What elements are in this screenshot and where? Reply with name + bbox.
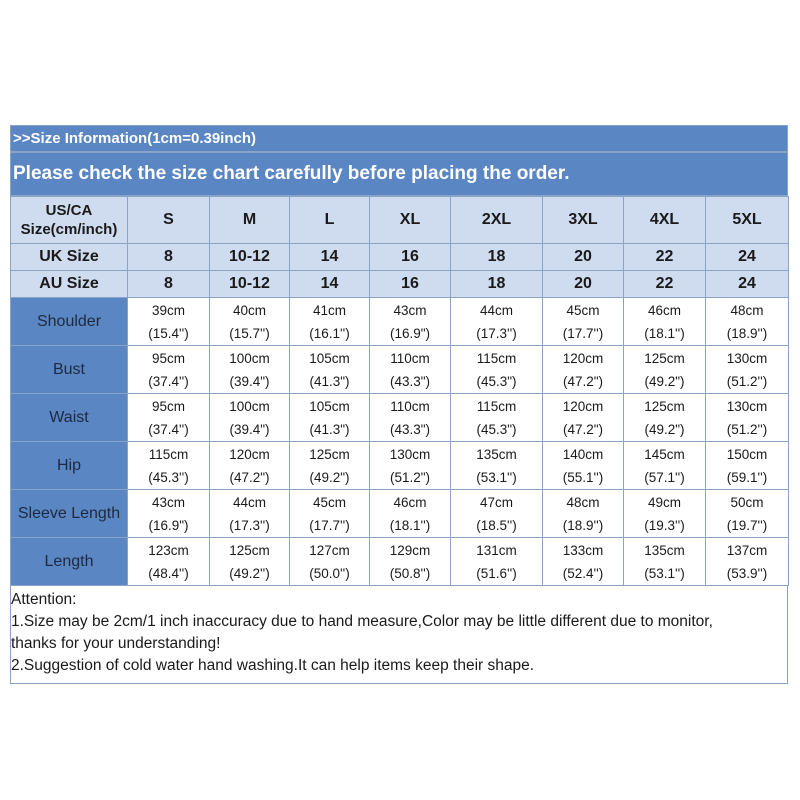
measurement-cell xyxy=(210,394,290,442)
us-size-cell: S xyxy=(128,197,210,244)
measurement-cell xyxy=(706,490,789,538)
cm-value: 110cm xyxy=(390,350,430,366)
warning-banner: Please check the size chart carefully before placing the order. xyxy=(10,152,788,196)
inch-value: (17.3'') xyxy=(476,325,517,341)
measurement-cell xyxy=(128,346,210,394)
cm-value: 46cm xyxy=(393,494,427,510)
inch-value: (49.2") xyxy=(644,421,685,437)
measurement-row xyxy=(11,346,789,394)
measurement-cell xyxy=(451,298,543,346)
cm-value: 135cm xyxy=(476,446,517,462)
measurement-label: Sleeve Length xyxy=(11,490,128,538)
cm-value: 129cm xyxy=(389,542,431,558)
uk-size-row xyxy=(11,244,789,271)
cm-value: 110cm xyxy=(390,398,430,414)
cm-value: 44cm xyxy=(479,302,513,318)
inch-value: (43.3") xyxy=(389,421,431,437)
us-size-label: US/CA Size(cm/inch) xyxy=(11,197,128,244)
size-chart xyxy=(10,125,788,684)
measurement-label: Shoulder xyxy=(11,298,128,346)
measurement-cell xyxy=(290,442,370,490)
measurement-cell xyxy=(290,394,370,442)
cm-value: 115cm xyxy=(476,398,517,414)
us-size-cell: 2XL xyxy=(451,197,543,244)
measurement-cell xyxy=(624,442,706,490)
cm-value: 100cm xyxy=(229,350,270,366)
measurement-cell xyxy=(370,538,451,586)
measurement-cell xyxy=(370,442,451,490)
inch-value: (48.4'') xyxy=(148,565,189,581)
cm-value: 43cm xyxy=(393,302,427,318)
cm-value: 131cm xyxy=(476,542,517,558)
cm-value: 145cm xyxy=(644,446,685,462)
inch-value: (18.9'') xyxy=(726,325,768,341)
cm-value: 150cm xyxy=(726,446,768,462)
us-size-cell: L xyxy=(290,197,370,244)
measurement-cell xyxy=(128,490,210,538)
au-size-cell: 10-12 xyxy=(210,271,290,298)
note-line-1: 1.Size may be 2cm/1 inch inaccuracy due to hand measure,Color may be little different due to monitor, xyxy=(11,613,713,630)
au-size-row xyxy=(11,271,789,298)
measurement-cell xyxy=(706,394,789,442)
measurement-cell xyxy=(290,298,370,346)
inch-value: (45.3'') xyxy=(148,469,189,485)
cm-value: 45cm xyxy=(566,302,600,318)
inch-value: (49.2") xyxy=(644,373,685,389)
us-size-row xyxy=(11,197,789,244)
cm-value: 125cm xyxy=(644,398,685,414)
inch-value: (18.1'') xyxy=(644,325,685,341)
uk-size-cell: 10-12 xyxy=(210,244,290,271)
measurement-cell xyxy=(543,346,624,394)
cm-value: 127cm xyxy=(309,542,350,558)
au-size-cell: 22 xyxy=(624,271,706,298)
uk-size-cell: 24 xyxy=(706,244,789,271)
inch-value: (51.2'') xyxy=(726,373,768,389)
au-size-cell: 24 xyxy=(706,271,789,298)
measurement-cell xyxy=(624,346,706,394)
inch-value: (55.1'') xyxy=(562,469,604,485)
measurement-cell xyxy=(210,490,290,538)
cm-value: 47cm xyxy=(479,494,513,510)
au-size-cell: 18 xyxy=(451,271,543,298)
measurement-label: Hip xyxy=(11,442,128,490)
inch-value: (17.7'') xyxy=(562,325,604,341)
measurement-cell xyxy=(624,394,706,442)
cm-value: 41cm xyxy=(312,302,346,318)
cm-value: 95cm xyxy=(151,350,185,366)
inch-value: (53.1'') xyxy=(476,469,517,485)
inch-value: (50.8'') xyxy=(389,565,431,581)
measurement-cell xyxy=(370,346,451,394)
inch-value: (16.1'') xyxy=(309,325,350,341)
inch-value: (53.1'') xyxy=(644,565,685,581)
measurement-cell xyxy=(370,298,451,346)
measurement-cell xyxy=(543,538,624,586)
measurement-cell xyxy=(624,298,706,346)
measurement-label: Bust xyxy=(11,346,128,394)
measurement-cell xyxy=(451,442,543,490)
inch-value: (59.1'') xyxy=(726,469,768,485)
size-table xyxy=(10,196,789,586)
cm-value: 125cm xyxy=(229,542,270,558)
attention-notes xyxy=(10,586,788,684)
measurement-cell xyxy=(543,298,624,346)
cm-value: 137cm xyxy=(726,542,768,558)
measurement-row xyxy=(11,442,789,490)
cm-value: 120cm xyxy=(562,398,604,414)
measurement-cell xyxy=(451,538,543,586)
cm-value: 120cm xyxy=(562,350,604,366)
cm-value: 125cm xyxy=(309,446,350,462)
measurement-cell xyxy=(370,490,451,538)
measurement-row xyxy=(11,490,789,538)
inch-value: (15.7'') xyxy=(229,325,270,341)
cm-value: 120cm xyxy=(229,446,270,462)
uk-size-label: UK Size xyxy=(11,244,128,271)
inch-value: (39.4") xyxy=(229,373,270,389)
measurement-cell xyxy=(128,442,210,490)
cm-value: 39cm xyxy=(151,302,185,318)
cm-value: 50cm xyxy=(730,494,764,510)
cm-value: 44cm xyxy=(232,494,266,510)
cm-value: 123cm xyxy=(148,542,189,558)
cm-value: 46cm xyxy=(647,302,681,318)
inch-value: (51.2") xyxy=(389,469,431,485)
measurement-cell xyxy=(290,538,370,586)
cm-value: 48cm xyxy=(566,494,600,510)
note-line-1b: thanks for your understanding! xyxy=(11,635,221,652)
inch-value: (53.9'') xyxy=(726,565,768,581)
cm-value: 135cm xyxy=(644,542,685,558)
inch-value: (52.4'') xyxy=(562,565,604,581)
measurement-cell xyxy=(451,394,543,442)
measurement-row xyxy=(11,298,789,346)
inch-value: (39.4") xyxy=(229,421,270,437)
inch-value: (45.3") xyxy=(476,373,517,389)
uk-size-cell: 22 xyxy=(624,244,706,271)
measurement-cell xyxy=(706,346,789,394)
cm-value: 95cm xyxy=(151,398,185,414)
measurement-cell xyxy=(543,394,624,442)
cm-value: 105cm xyxy=(309,350,350,366)
us-size-cell: M xyxy=(210,197,290,244)
measurement-cell xyxy=(624,538,706,586)
measurement-cell xyxy=(370,394,451,442)
inch-value: (50.0'') xyxy=(309,565,350,581)
uk-size-cell: 16 xyxy=(370,244,451,271)
inch-value: (47.2") xyxy=(562,373,604,389)
us-size-cell: 4XL xyxy=(624,197,706,244)
inch-value: (16.9") xyxy=(148,517,189,533)
inch-value: (16.9") xyxy=(389,325,431,341)
inch-value: (47.2") xyxy=(229,469,270,485)
inch-value: (19.7'') xyxy=(726,517,768,533)
measurement-cell xyxy=(624,490,706,538)
measurement-cell xyxy=(451,346,543,394)
size-info-banner: >>Size Information(1cm=0.39inch) xyxy=(10,125,788,152)
inch-value: (41.3") xyxy=(309,373,350,389)
au-size-cell: 8 xyxy=(128,271,210,298)
note-line-2: 2.Suggestion of cold water hand washing.It can help items keep their shape. xyxy=(11,657,535,674)
cm-value: 105cm xyxy=(309,398,350,414)
measurement-label: Length xyxy=(11,538,128,586)
au-size-cell: 14 xyxy=(290,271,370,298)
au-size-label: AU Size xyxy=(11,271,128,298)
inch-value: (15.4'') xyxy=(148,325,189,341)
measurement-cell xyxy=(210,442,290,490)
inch-value: (37.4'') xyxy=(148,373,189,389)
inch-value: (37.4'') xyxy=(148,421,189,437)
uk-size-cell: 8 xyxy=(128,244,210,271)
cm-value: 125cm xyxy=(644,350,685,366)
measurement-row xyxy=(11,394,789,442)
inch-value: (17.7'') xyxy=(309,517,350,533)
inch-value: (19.3'') xyxy=(644,517,685,533)
measurement-row xyxy=(11,538,789,586)
measurement-label: Waist xyxy=(11,394,128,442)
measurement-cell xyxy=(128,538,210,586)
cm-value: 140cm xyxy=(562,446,604,462)
measurement-cell xyxy=(290,346,370,394)
cm-value: 130cm xyxy=(389,446,431,462)
cm-value: 48cm xyxy=(730,302,764,318)
measurement-cell xyxy=(128,298,210,346)
us-size-cell: XL xyxy=(370,197,451,244)
inch-value: (51.2'') xyxy=(726,421,768,437)
cm-value: 45cm xyxy=(312,494,346,510)
inch-value: (47.2") xyxy=(562,421,604,437)
cm-value: 49cm xyxy=(647,494,681,510)
measurement-cell xyxy=(210,346,290,394)
measurement-cell xyxy=(706,442,789,490)
inch-value: (45.3") xyxy=(476,421,517,437)
measurement-cell xyxy=(290,490,370,538)
uk-size-cell: 18 xyxy=(451,244,543,271)
cm-value: 115cm xyxy=(476,350,517,366)
inch-value: (17.3'') xyxy=(229,517,270,533)
measurement-cell xyxy=(210,298,290,346)
inch-value: (43.3") xyxy=(389,373,431,389)
inch-value: (18.5'') xyxy=(476,517,517,533)
au-size-cell: 16 xyxy=(370,271,451,298)
inch-value: (51.6'') xyxy=(476,565,517,581)
attention-heading: Attention: xyxy=(11,591,77,608)
uk-size-cell: 14 xyxy=(290,244,370,271)
us-size-cell: 3XL xyxy=(543,197,624,244)
cm-value: 115cm xyxy=(148,446,189,462)
cm-value: 130cm xyxy=(726,398,768,414)
measurement-cell xyxy=(706,538,789,586)
uk-size-cell: 20 xyxy=(543,244,624,271)
inch-value: (57.1'') xyxy=(644,469,685,485)
measurement-cell xyxy=(706,298,789,346)
inch-value: (18.1'') xyxy=(389,517,431,533)
cm-value: 40cm xyxy=(232,302,266,318)
inch-value: (18.9'') xyxy=(562,517,604,533)
inch-value: (49.2'') xyxy=(229,565,270,581)
cm-value: 43cm xyxy=(151,494,185,510)
au-size-cell: 20 xyxy=(543,271,624,298)
measurement-cell xyxy=(543,490,624,538)
measurement-cell xyxy=(210,538,290,586)
cm-value: 130cm xyxy=(726,350,768,366)
measurement-cell xyxy=(543,442,624,490)
inch-value: (41.3") xyxy=(309,421,350,437)
inch-value: (49.2") xyxy=(309,469,350,485)
measurement-cell xyxy=(128,394,210,442)
cm-value: 133cm xyxy=(562,542,604,558)
cm-value: 100cm xyxy=(229,398,270,414)
us-size-cell: 5XL xyxy=(706,197,789,244)
measurement-cell xyxy=(451,490,543,538)
